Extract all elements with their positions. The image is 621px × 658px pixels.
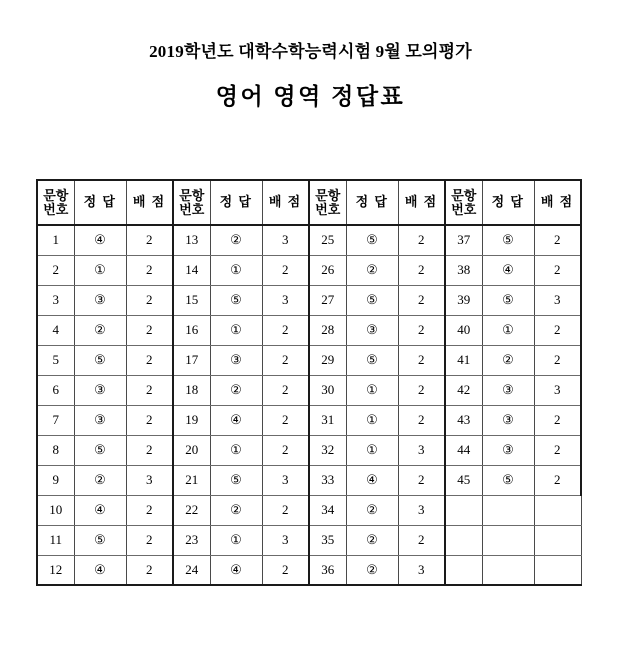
circled-answer-glyph: ⑤ xyxy=(94,531,106,547)
answer-cell xyxy=(74,285,126,315)
circled-answer-glyph: ② xyxy=(94,471,106,487)
table-row xyxy=(37,435,581,465)
header-answer-2: 정 답 xyxy=(210,180,262,225)
answer-cell xyxy=(346,525,398,555)
header-question-no-line1: 문항 xyxy=(315,187,341,203)
points-cell: 3 xyxy=(398,495,445,525)
answer-cell xyxy=(210,225,262,255)
question-number-cell: 24 xyxy=(173,555,210,585)
header-answer-4: 정 답 xyxy=(482,180,534,225)
question-number-cell: 31 xyxy=(309,405,346,435)
empty-cell xyxy=(534,555,581,585)
empty-cell xyxy=(445,495,482,525)
points-cell: 2 xyxy=(126,255,173,285)
question-number-cell: 17 xyxy=(173,345,210,375)
circled-answer-glyph: ⑤ xyxy=(366,351,378,367)
points-cell: 2 xyxy=(262,405,309,435)
question-number-cell: 6 xyxy=(37,375,74,405)
header-answer-1: 정 답 xyxy=(74,180,126,225)
header-question-no-3 xyxy=(309,180,346,225)
question-number-cell: 27 xyxy=(309,285,346,315)
answer-cell xyxy=(346,495,398,525)
question-number-cell: 36 xyxy=(309,555,346,585)
points-cell: 2 xyxy=(398,345,445,375)
answer-table-wrap xyxy=(36,179,582,586)
answer-cell xyxy=(346,225,398,255)
table-row xyxy=(37,465,581,495)
question-number-cell: 42 xyxy=(445,375,482,405)
answer-cell xyxy=(346,435,398,465)
points-cell: 2 xyxy=(398,375,445,405)
points-cell: 2 xyxy=(126,345,173,375)
circled-answer-glyph: ① xyxy=(230,321,242,337)
header-question-no-line1: 문항 xyxy=(451,187,477,203)
points-cell: 2 xyxy=(262,435,309,465)
circled-answer-glyph: ⑤ xyxy=(94,351,106,367)
points-cell: 3 xyxy=(398,555,445,585)
points-cell: 2 xyxy=(126,555,173,585)
points-cell: 2 xyxy=(126,435,173,465)
answer-cell xyxy=(74,315,126,345)
circled-answer-glyph: ② xyxy=(366,261,378,277)
question-number-cell: 8 xyxy=(37,435,74,465)
header-points-1: 배 점 xyxy=(126,180,173,225)
points-cell: 2 xyxy=(398,225,445,255)
question-number-cell: 15 xyxy=(173,285,210,315)
question-number-cell: 26 xyxy=(309,255,346,285)
answer-cell xyxy=(74,405,126,435)
question-number-cell: 41 xyxy=(445,345,482,375)
circled-answer-glyph: ① xyxy=(502,321,514,337)
question-number-cell: 14 xyxy=(173,255,210,285)
answer-cell xyxy=(346,465,398,495)
header-question-no-2 xyxy=(173,180,210,225)
points-cell: 3 xyxy=(126,465,173,495)
answer-cell xyxy=(210,405,262,435)
answer-cell xyxy=(74,435,126,465)
circled-answer-glyph: ② xyxy=(230,381,242,397)
points-cell: 2 xyxy=(262,345,309,375)
points-cell: 2 xyxy=(398,315,445,345)
answer-cell xyxy=(482,435,534,465)
question-number-cell: 20 xyxy=(173,435,210,465)
circled-answer-glyph: ④ xyxy=(230,561,242,577)
points-cell: 2 xyxy=(398,525,445,555)
answer-cell xyxy=(210,555,262,585)
answer-cell xyxy=(74,345,126,375)
circled-answer-glyph: ① xyxy=(94,261,106,277)
answer-cell xyxy=(482,225,534,255)
points-cell: 2 xyxy=(534,465,581,495)
points-cell: 3 xyxy=(262,225,309,255)
empty-cell xyxy=(482,495,534,525)
empty-cell xyxy=(534,525,581,555)
circled-answer-glyph: ④ xyxy=(502,261,514,277)
question-number-cell: 32 xyxy=(309,435,346,465)
answer-cell xyxy=(482,255,534,285)
points-cell: 2 xyxy=(262,495,309,525)
points-cell: 2 xyxy=(126,315,173,345)
table-row xyxy=(37,255,581,285)
circled-answer-glyph: ② xyxy=(502,351,514,367)
question-number-cell: 7 xyxy=(37,405,74,435)
circled-answer-glyph: ⑤ xyxy=(94,441,106,457)
table-row xyxy=(37,555,581,585)
empty-cell xyxy=(445,525,482,555)
table-row xyxy=(37,375,581,405)
page-subtitle: 영어 영역 정답표 xyxy=(215,84,406,110)
question-number-cell: 37 xyxy=(445,225,482,255)
answer-cell xyxy=(210,495,262,525)
points-cell: 3 xyxy=(398,435,445,465)
answer-cell xyxy=(74,225,126,255)
header-question-no-line1: 문항 xyxy=(43,187,69,203)
circled-answer-glyph: ③ xyxy=(502,411,514,427)
header-row xyxy=(37,180,581,225)
header-question-no-line2: 번호 xyxy=(451,201,477,217)
question-number-cell: 40 xyxy=(445,315,482,345)
question-number-cell: 13 xyxy=(173,225,210,255)
points-cell: 2 xyxy=(534,435,581,465)
circled-answer-glyph: ③ xyxy=(94,381,106,397)
points-cell: 2 xyxy=(262,555,309,585)
answer-cell xyxy=(346,405,398,435)
circled-answer-glyph: ① xyxy=(230,261,242,277)
points-cell: 2 xyxy=(534,315,581,345)
answer-cell xyxy=(210,465,262,495)
answer-cell xyxy=(482,315,534,345)
answer-cell xyxy=(210,375,262,405)
circled-answer-glyph: ② xyxy=(366,531,378,547)
circled-answer-glyph: ① xyxy=(230,531,242,547)
circled-answer-glyph: ② xyxy=(366,561,378,577)
question-number-cell: 23 xyxy=(173,525,210,555)
points-cell: 2 xyxy=(126,375,173,405)
question-number-cell: 19 xyxy=(173,405,210,435)
question-number-cell: 21 xyxy=(173,465,210,495)
circled-answer-glyph: ③ xyxy=(502,441,514,457)
question-number-cell: 10 xyxy=(37,495,74,525)
answer-cell xyxy=(210,255,262,285)
header-question-no-line1: 문항 xyxy=(179,187,205,203)
circled-answer-glyph: ① xyxy=(366,411,378,427)
table-row xyxy=(37,285,581,315)
table-row xyxy=(37,345,581,375)
points-cell: 2 xyxy=(534,405,581,435)
answer-cell xyxy=(74,465,126,495)
circled-answer-glyph: ⑤ xyxy=(366,291,378,307)
header-points-4: 배 점 xyxy=(534,180,581,225)
answer-cell xyxy=(482,465,534,495)
circled-answer-glyph: ① xyxy=(366,381,378,397)
answer-cell xyxy=(210,345,262,375)
question-number-cell: 28 xyxy=(309,315,346,345)
question-number-cell: 29 xyxy=(309,345,346,375)
question-number-cell: 43 xyxy=(445,405,482,435)
header-question-no-1 xyxy=(37,180,74,225)
points-cell: 2 xyxy=(262,315,309,345)
answer-cell xyxy=(74,495,126,525)
table-row xyxy=(37,525,581,555)
table-header xyxy=(37,180,581,225)
question-number-cell: 4 xyxy=(37,315,74,345)
points-cell: 2 xyxy=(126,495,173,525)
circled-answer-glyph: ⑤ xyxy=(230,471,242,487)
question-number-cell: 33 xyxy=(309,465,346,495)
circled-answer-glyph: ④ xyxy=(366,471,378,487)
points-cell: 3 xyxy=(262,525,309,555)
circled-answer-glyph: ⑤ xyxy=(230,291,242,307)
question-number-cell: 34 xyxy=(309,495,346,525)
answer-cell xyxy=(482,405,534,435)
answer-cell xyxy=(210,285,262,315)
header-question-no-line2: 번호 xyxy=(43,201,69,217)
answer-cell xyxy=(346,555,398,585)
answer-cell xyxy=(482,345,534,375)
answer-cell xyxy=(74,525,126,555)
answer-key-table xyxy=(36,179,582,586)
question-number-cell: 16 xyxy=(173,315,210,345)
circled-answer-glyph: ④ xyxy=(230,411,242,427)
answer-cell xyxy=(74,255,126,285)
answer-cell xyxy=(74,555,126,585)
answer-cell xyxy=(346,285,398,315)
points-cell: 2 xyxy=(534,255,581,285)
question-number-cell: 22 xyxy=(173,495,210,525)
empty-cell xyxy=(482,525,534,555)
points-cell: 3 xyxy=(534,285,581,315)
question-number-cell: 30 xyxy=(309,375,346,405)
table-row xyxy=(37,315,581,345)
answer-cell xyxy=(210,435,262,465)
points-cell: 2 xyxy=(534,345,581,375)
page-title: 2019학년도 대학수학능력시험 9월 모의평가 xyxy=(149,42,472,61)
question-number-cell: 18 xyxy=(173,375,210,405)
points-cell: 2 xyxy=(262,375,309,405)
points-cell: 2 xyxy=(126,225,173,255)
question-number-cell: 11 xyxy=(37,525,74,555)
points-cell: 2 xyxy=(126,525,173,555)
points-cell: 2 xyxy=(398,465,445,495)
circled-answer-glyph: ③ xyxy=(94,291,106,307)
circled-answer-glyph: ③ xyxy=(230,351,242,367)
circled-answer-glyph: ② xyxy=(94,321,106,337)
points-cell: 2 xyxy=(398,285,445,315)
question-number-cell: 9 xyxy=(37,465,74,495)
circled-answer-glyph: ① xyxy=(366,441,378,457)
header-points-2: 배 점 xyxy=(262,180,309,225)
answer-cell xyxy=(482,285,534,315)
answer-cell xyxy=(482,375,534,405)
table-body xyxy=(37,225,581,585)
question-number-cell: 44 xyxy=(445,435,482,465)
answer-cell xyxy=(74,375,126,405)
points-cell: 2 xyxy=(398,405,445,435)
header-question-no-4 xyxy=(445,180,482,225)
points-cell: 3 xyxy=(534,375,581,405)
circled-answer-glyph: ② xyxy=(230,232,242,248)
title-block xyxy=(0,0,621,111)
empty-cell xyxy=(482,555,534,585)
circled-answer-glyph: ③ xyxy=(94,411,106,427)
circled-answer-glyph: ② xyxy=(230,501,242,517)
circled-answer-glyph: ③ xyxy=(502,381,514,397)
table-row xyxy=(37,495,581,525)
answer-cell xyxy=(210,525,262,555)
points-cell: 2 xyxy=(262,255,309,285)
points-cell: 3 xyxy=(262,465,309,495)
points-cell: 3 xyxy=(262,285,309,315)
circled-answer-glyph: ⑤ xyxy=(366,232,378,248)
answer-cell xyxy=(210,315,262,345)
points-cell: 2 xyxy=(126,285,173,315)
question-number-cell: 35 xyxy=(309,525,346,555)
question-number-cell: 39 xyxy=(445,285,482,315)
circled-answer-glyph: ④ xyxy=(94,501,106,517)
question-number-cell: 25 xyxy=(309,225,346,255)
header-question-no-line2: 번호 xyxy=(179,201,205,217)
circled-answer-glyph: ② xyxy=(366,501,378,517)
table-row xyxy=(37,405,581,435)
question-number-cell: 45 xyxy=(445,465,482,495)
circled-answer-glyph: ④ xyxy=(94,232,106,248)
table-row xyxy=(37,225,581,255)
circled-answer-glyph: ① xyxy=(230,441,242,457)
question-number-cell: 3 xyxy=(37,285,74,315)
circled-answer-glyph: ③ xyxy=(366,321,378,337)
question-number-cell: 2 xyxy=(37,255,74,285)
points-cell: 2 xyxy=(398,255,445,285)
circled-answer-glyph: ⑤ xyxy=(502,232,514,248)
question-number-cell: 5 xyxy=(37,345,74,375)
answer-cell xyxy=(346,345,398,375)
header-question-no-line2: 번호 xyxy=(315,201,341,217)
answer-cell xyxy=(346,315,398,345)
question-number-cell: 1 xyxy=(37,225,74,255)
question-number-cell: 12 xyxy=(37,555,74,585)
empty-cell xyxy=(445,555,482,585)
header-answer-3: 정 답 xyxy=(346,180,398,225)
header-points-3: 배 점 xyxy=(398,180,445,225)
question-number-cell: 38 xyxy=(445,255,482,285)
points-cell: 2 xyxy=(534,225,581,255)
answer-cell xyxy=(346,375,398,405)
points-cell: 2 xyxy=(126,405,173,435)
circled-answer-glyph: ⑤ xyxy=(502,471,514,487)
answer-cell xyxy=(346,255,398,285)
circled-answer-glyph: ⑤ xyxy=(502,291,514,307)
empty-cell xyxy=(534,495,581,525)
circled-answer-glyph: ④ xyxy=(94,561,106,577)
